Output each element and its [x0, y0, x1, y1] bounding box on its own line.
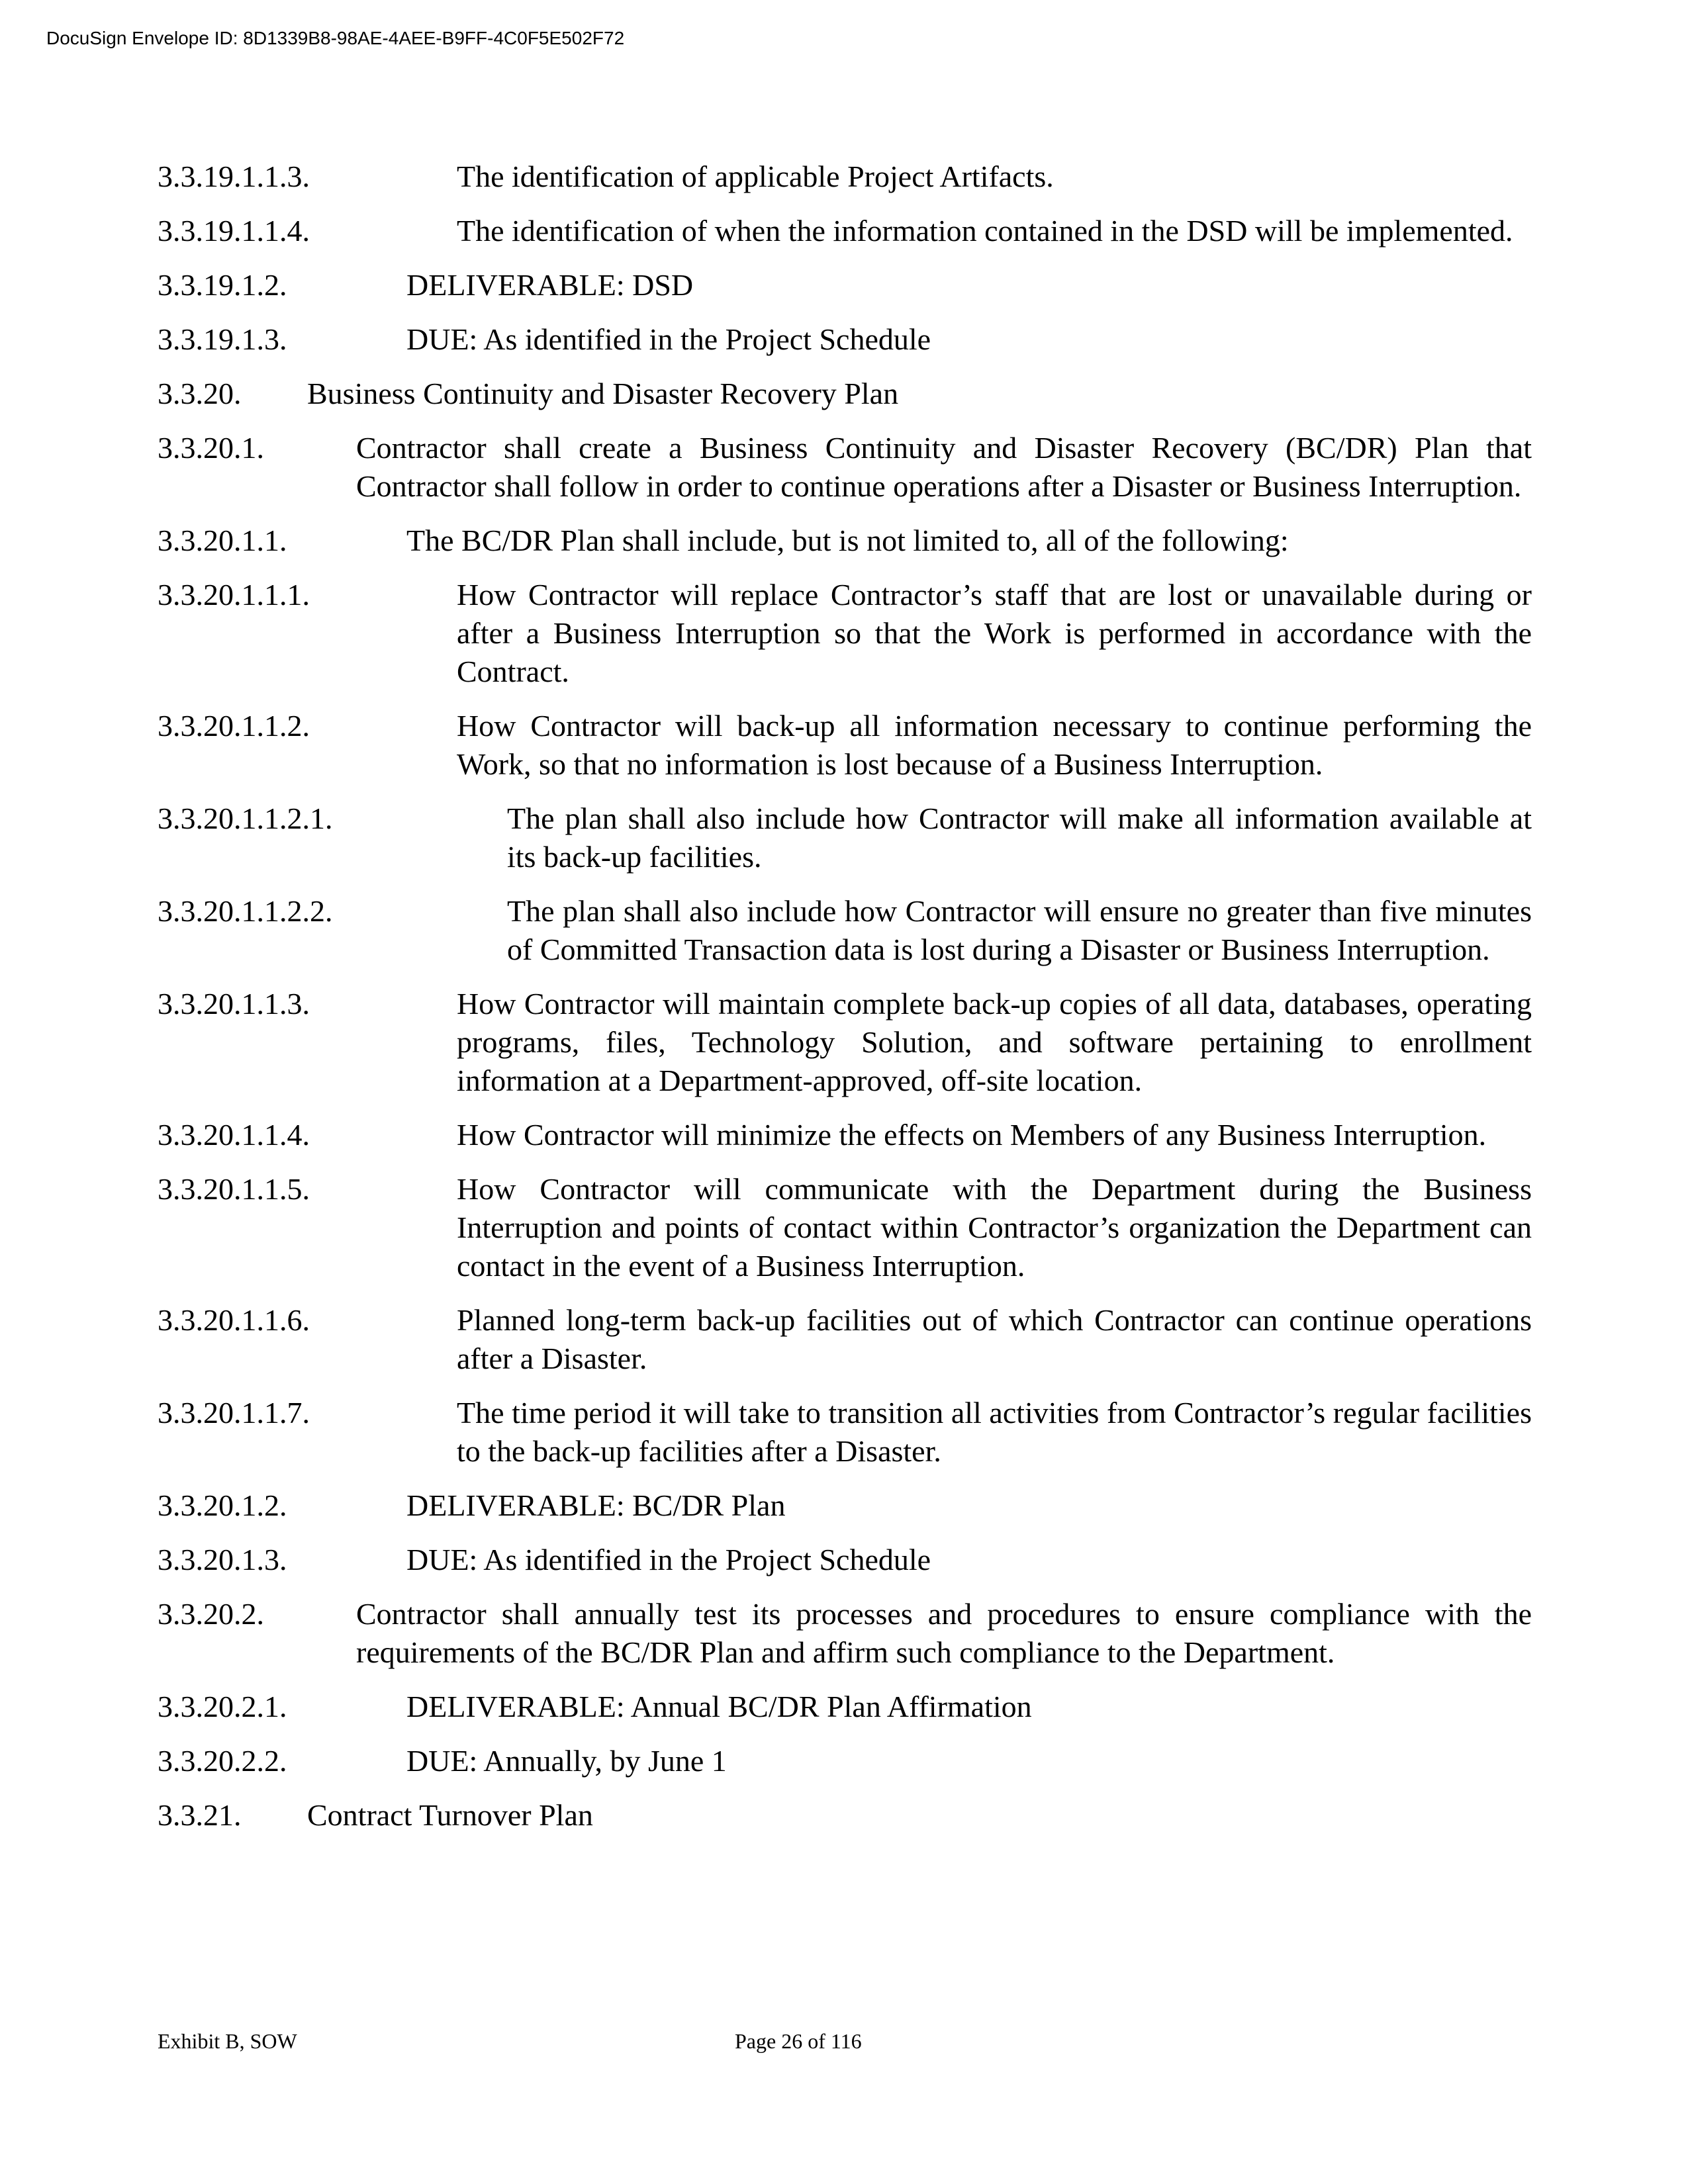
list-item [158, 799, 1532, 876]
item-number: 3.3.20.2.2. [158, 1744, 287, 1778]
item-text: The BC/DR Plan shall include, but is not limited to, all of the following: [406, 523, 1289, 557]
list-item [158, 1742, 1532, 1780]
list-item [158, 1116, 1532, 1154]
item-text: DELIVERABLE: DSD [406, 268, 694, 302]
item-number: 3.3.20.1.1.5. [158, 1172, 310, 1206]
docusign-envelope-id: DocuSign Envelope ID: 8D1339B8-98AE-4AEE-B9FF-4C0F5E502F72 [46, 28, 625, 48]
item-text: The plan shall also include how Contractor will ensure no greater than five minutes of Committed Transaction data is lost during a Disaster or Business Interruption. [507, 894, 1532, 966]
list-item [158, 1170, 1532, 1285]
footer-page-number: Page 26 of 116 [735, 2029, 862, 2053]
item-number: 3.3.20.1. [158, 431, 264, 465]
section-heading [158, 375, 1532, 413]
item-text: How Contractor will back-up all information necessary to continue performing the Work, so that no information is lost because of a Business Interruption. [457, 709, 1532, 781]
list-item [158, 320, 1532, 359]
item-text: DELIVERABLE: BC/DR Plan [406, 1488, 786, 1522]
item-number: 3.3.20.2.1. [158, 1690, 287, 1723]
list-item [158, 576, 1532, 691]
item-number: 3.3.20.2. [158, 1597, 264, 1631]
item-text: DUE: Annually, by June 1 [406, 1744, 727, 1778]
item-number: 3.3.19.1.3. [158, 322, 287, 356]
document-body [158, 158, 1532, 1850]
item-number: 3.3.20.1.3. [158, 1543, 287, 1576]
item-number: 3.3.20.1.1.2.2. [158, 894, 333, 928]
item-text: Contractor shall create a Business Continuity and Disaster Recovery (BC/DR) Plan that Contractor shall follow in order to continue operations after a Disaster or Business Interruption. [356, 431, 1532, 503]
item-number: 3.3.20.1.1.7. [158, 1396, 310, 1430]
list-item [158, 1541, 1532, 1579]
item-number: 3.3.20.1.2. [158, 1488, 287, 1522]
list-item [158, 158, 1532, 196]
list-item [158, 707, 1532, 784]
list-item [158, 1595, 1532, 1672]
section-heading [158, 1796, 1532, 1835]
item-text: The time period it will take to transition all activities from Contractor’s regular facilities to the back-up facilities after a Disaster. [457, 1396, 1532, 1468]
item-number: 3.3.20.1.1. [158, 523, 287, 557]
item-number: 3.3.19.1.1.4. [158, 214, 310, 248]
item-number: 3.3.20. [158, 377, 242, 410]
item-number: 3.3.20.1.1.1. [158, 578, 310, 612]
list-item [158, 266, 1532, 304]
item-text: The identification of applicable Project Artifacts. [457, 159, 1054, 193]
item-number: 3.3.19.1.1.3. [158, 159, 310, 193]
item-number: 3.3.20.1.1.4. [158, 1118, 310, 1152]
item-text: DUE: As identified in the Project Schedule [406, 322, 931, 356]
item-number: 3.3.20.1.1.2. [158, 709, 310, 743]
list-item [158, 892, 1532, 969]
item-text: How Contractor will minimize the effects on Members of any Business Interruption. [457, 1118, 1487, 1152]
item-number: 3.3.20.1.1.6. [158, 1303, 310, 1337]
item-number: 3.3.20.1.1.3. [158, 987, 310, 1021]
item-number: 3.3.19.1.2. [158, 268, 287, 302]
item-text: How Contractor will maintain complete back-up copies of all data, databases, operating programs, files, Technology Solution, and software pertaining to enrollment information at a Department-approved, off-site location. [457, 987, 1532, 1097]
item-text: DUE: As identified in the Project Schedule [406, 1543, 931, 1576]
item-text: Contract Turnover Plan [307, 1798, 593, 1832]
footer-exhibit-label: Exhibit B, SOW [158, 2029, 297, 2053]
item-text: Business Continuity and Disaster Recovery Plan [307, 377, 899, 410]
item-text: Planned long-term back-up facilities out of which Contractor can continue operations after a Disaster. [457, 1303, 1532, 1375]
list-item [158, 1301, 1532, 1378]
list-item [158, 212, 1532, 250]
list-item [158, 522, 1532, 560]
list-item [158, 1486, 1532, 1525]
list-item [158, 1394, 1532, 1471]
item-number: 3.3.21. [158, 1798, 242, 1832]
item-text: Contractor shall annually test its processes and procedures to ensure compliance with the requirements of the BC/DR Plan and affirm such compliance to the Department. [356, 1597, 1532, 1669]
item-number: 3.3.20.1.1.2.1. [158, 801, 333, 835]
item-text: The identification of when the information contained in the DSD will be implemented. [457, 214, 1513, 248]
list-item [158, 1688, 1532, 1726]
list-item [158, 985, 1532, 1100]
item-text: How Contractor will replace Contractor’s staff that are lost or unavailable during or after a Business Interruption so that the Work is performed in accordance with the Contract. [457, 578, 1532, 688]
item-text: The plan shall also include how Contractor will make all information available at its back-up facilities. [507, 801, 1532, 874]
item-text: How Contractor will communicate with the Department during the Business Interruption and points of contact within Contractor’s organization the Department can contact in the event of a Business Interruption. [457, 1172, 1532, 1283]
list-item [158, 429, 1532, 506]
item-text: DELIVERABLE: Annual BC/DR Plan Affirmation [406, 1690, 1032, 1723]
